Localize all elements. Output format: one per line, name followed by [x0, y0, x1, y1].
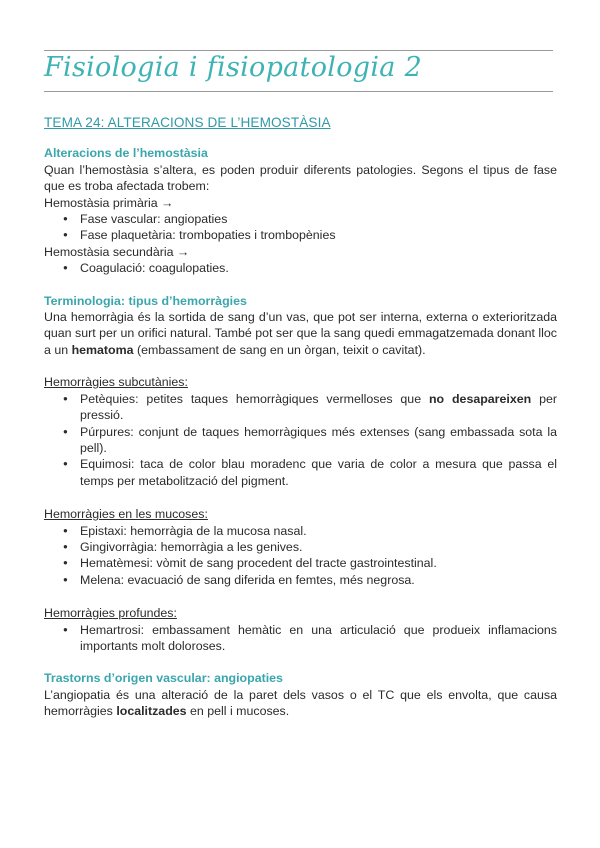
intro-paragraph: Quan l’hemostàsia s’altera, es poden produir diferents patologies. Segons el tipus de fase que es troba afectada trobem:	[44, 162, 557, 194]
paragraph-text: Una hemorràgia és la sortida de sang d’un vas, que pot ser interna, externa o exterioritzada quan surt per un orifici natural. També pot ser que la sang quedi emmagatzemada donant lloc a un	[44, 310, 557, 357]
list-item: ● Fase plaquetària: trombopaties i trombopènies	[80, 227, 557, 243]
bold-term-hematoma: hematoma	[71, 342, 134, 357]
paragraph-text: L’angiopatia és una alteració de la paret dels vasos o el TC que els envolta, que causa hemorràgies	[44, 687, 557, 719]
list-item: ● Fase vascular: angiopaties	[80, 211, 557, 227]
section-heading-alteracions: Alteracions de l’hemostàsia	[44, 146, 208, 161]
secondary-list	[44, 260, 557, 276]
subcutanies-list	[44, 391, 557, 489]
document-body	[44, 115, 557, 720]
paragraph-text: (embassament de sang en un òrgan, teixit o cavitat).	[133, 342, 426, 357]
primary-list	[44, 211, 557, 244]
document-title: Fisiologia i fisiopatologia 2	[44, 52, 423, 83]
secondary-label: Hemostàsia secundària →	[44, 244, 190, 259]
item-text: per pressió.	[80, 391, 557, 423]
title-top-rule	[44, 50, 553, 51]
profundes-list	[44, 622, 557, 655]
angiopatia-paragraph	[44, 687, 557, 720]
section-heading-terminologia: Terminologia: tipus d’hemorràgies	[44, 293, 247, 308]
bold-term: no desapareixen	[428, 391, 532, 406]
list-item: ● Epistaxi: hemorràgia de la mucosa nasal.	[80, 523, 557, 539]
list-item: ● Hemartrosi: embassament hemàtic en una articulació que produeix inflamacions importants molt doloroses.	[80, 622, 557, 655]
topic-heading: TEMA 24: ALTERACIONS DE L’HEMOSTÀSIA	[44, 115, 331, 130]
section-heading-trastorns: Trastorns d’origen vascular: angiopaties	[44, 671, 283, 686]
mucoses-list	[44, 523, 557, 589]
mucoses-heading: Hemorràgies en les mucoses:	[44, 507, 208, 522]
list-item: ● Equimosi: taca de color blau moradenc que varia de color a mesura que passa el temps per metabolització del pigment.	[80, 456, 557, 489]
list-item: ● Hematèmesi: vòmit de sang procedent del tracte gastrointestinal.	[80, 555, 557, 571]
item-text: Petèquies: petites taques hemorràgiques vermelloses que	[80, 391, 429, 406]
profundes-heading: Hemorràgies profundes:	[44, 606, 177, 621]
list-item: ● Gingivorràgia: hemorràgia a les genives.	[80, 539, 557, 555]
primary-label: Hemostàsia primària →	[44, 195, 174, 210]
list-item: ● Coagulació: coagulopaties.	[80, 260, 557, 276]
title-bottom-rule	[44, 91, 553, 92]
list-item: ● Melena: evacuació de sang diferida en femtes, més negrosa.	[80, 572, 557, 588]
list-item: ● Púrpures: conjunt de taques hemorràgiques més extenses (sang embassada sota la pell).	[80, 424, 557, 457]
list-item	[80, 391, 557, 424]
terminologia-paragraph	[44, 309, 557, 358]
bold-term-localitzades: localitzades	[116, 704, 187, 719]
paragraph-text: en pell i mucoses.	[186, 704, 290, 719]
subcutanies-heading: Hemorràgies subcutànies:	[44, 375, 188, 390]
